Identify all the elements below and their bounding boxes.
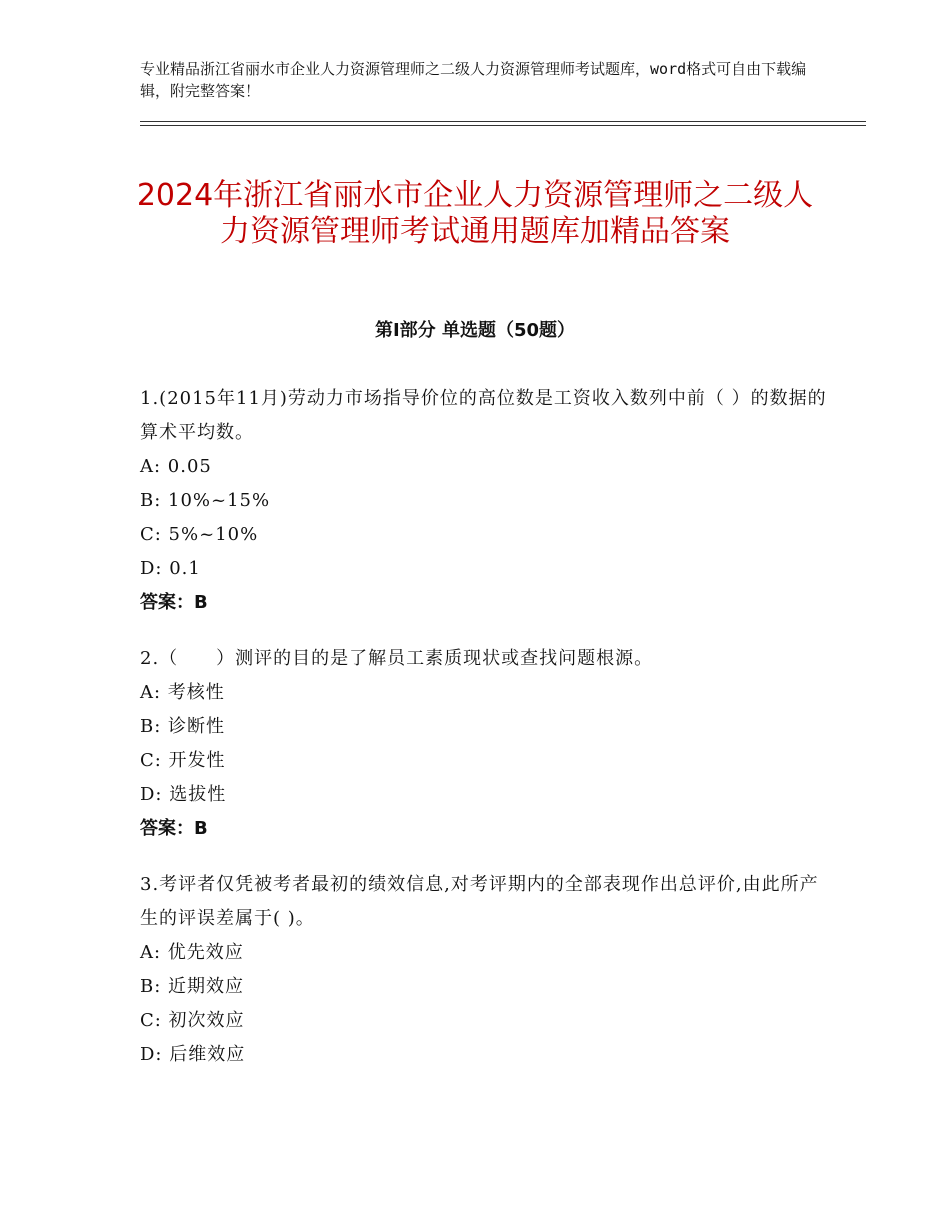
option-a: A: 优先效应 — [140, 942, 244, 963]
question-stem: 3.考评者仅凭被考者最初的绩效信息,对考评期内的全部表现作出总评价,由此所产生的评误差属于( )。 — [140, 874, 819, 929]
option-b: B: 近期效应 — [140, 976, 245, 997]
question-stem: 2.（ ）测评的目的是了解员工素质现状或查找问题根源。 — [140, 648, 654, 669]
option-b: B: 10%~15% — [140, 490, 271, 511]
answer: 答案：B — [140, 592, 208, 613]
option-d: D: 后维效应 — [140, 1044, 246, 1065]
question-3 — [140, 868, 830, 1072]
question-1 — [140, 382, 830, 620]
question-2 — [140, 642, 830, 846]
question-list — [140, 382, 830, 1094]
header-rule-bottom — [140, 125, 866, 126]
option-b: B: 诊断性 — [140, 716, 226, 737]
option-a: A: 考核性 — [140, 682, 225, 703]
answer: 答案：B — [140, 818, 208, 839]
question-stem: 1.(2015年11月)劳动力市场指导价位的高位数是工资收入数列中前（ ）的数据的算术平均数。 — [140, 388, 827, 443]
option-c: C: 初次效应 — [140, 1010, 245, 1031]
option-c: C: 5%~10% — [140, 524, 259, 545]
document-title: 2024年浙江省丽水市企业人力资源管理师之二级人力资源管理师考试通用题库加精品答案 — [136, 178, 814, 250]
option-d: D: 选拔性 — [140, 784, 227, 805]
option-d: D: 0.1 — [140, 558, 201, 579]
header-note: 专业精品浙江省丽水市企业人力资源管理师之二级人力资源管理师考试题库，word格式可自由下载编辑，附完整答案！ — [140, 60, 807, 100]
option-a: A: 0.05 — [140, 456, 212, 477]
option-c: C: 开发性 — [140, 750, 226, 771]
header-rule-top — [140, 121, 866, 122]
section-title: 第Ⅰ部分 单选题（50题） — [374, 320, 575, 341]
